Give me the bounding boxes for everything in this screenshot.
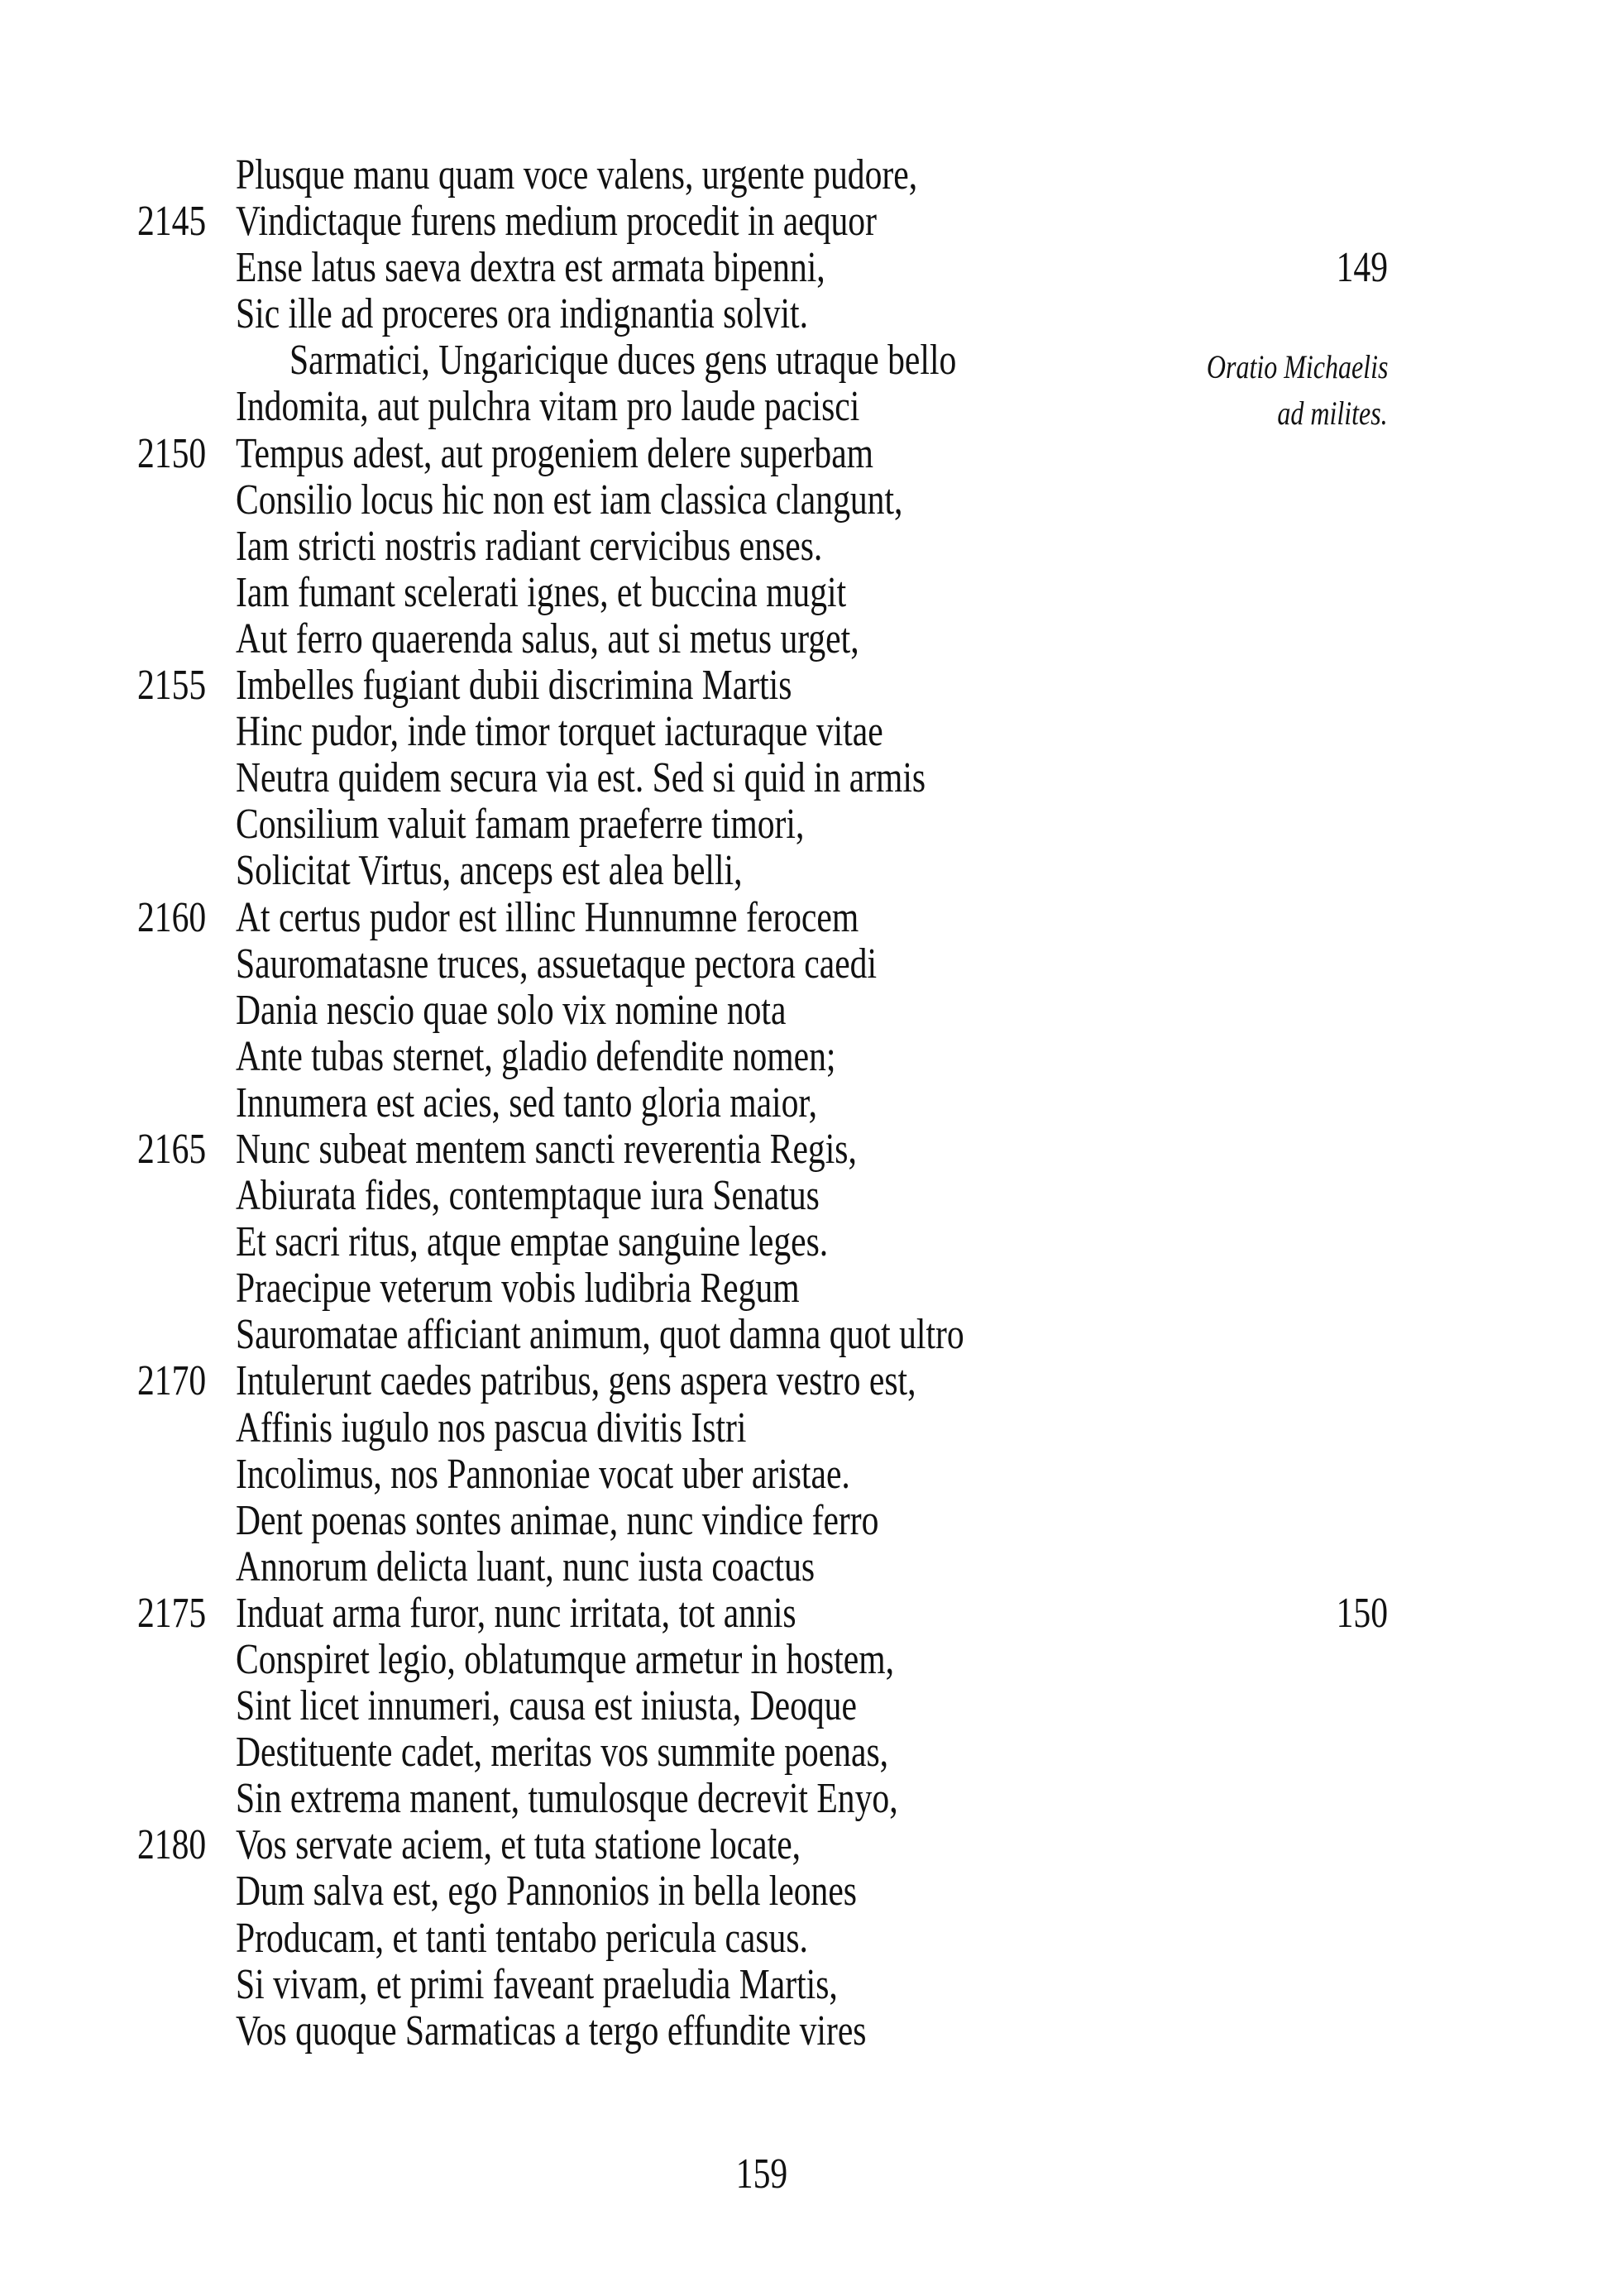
poem-line bbox=[0, 801, 1612, 848]
verse-text: Affinis iugulo nos pascua divitis Istri bbox=[236, 1404, 747, 1452]
poem-line bbox=[0, 383, 1612, 433]
poem-line bbox=[0, 1405, 1612, 1452]
poem-line bbox=[0, 1544, 1612, 1590]
poem-line bbox=[0, 1683, 1612, 1729]
verse-text: Sauromatae afficiant animum, quot damna quot ultro bbox=[236, 1311, 964, 1359]
poem-line bbox=[0, 1868, 1612, 1915]
poem-text-block bbox=[0, 152, 1612, 2054]
poem-line bbox=[0, 1776, 1612, 1822]
line-number: 2175 bbox=[137, 1589, 207, 1637]
poem-line bbox=[0, 1080, 1612, 1126]
poem-line bbox=[0, 1637, 1612, 1683]
verse-text: Indomita, aut pulchra vitam pro laude pacisci bbox=[236, 383, 860, 431]
poem-line bbox=[0, 570, 1612, 616]
verse-text: Iam stricti nostris radiant cervicibus enses. bbox=[236, 522, 823, 570]
verse-text: Vindictaque furens medium procedit in aequor bbox=[236, 198, 877, 246]
poem-line bbox=[0, 941, 1612, 988]
verse-text: Innumera est acies, sed tanto gloria maior, bbox=[236, 1079, 817, 1126]
verse-text: Vos quoque Sarmaticas a tergo effundite vires bbox=[236, 2007, 867, 2054]
line-number: 2155 bbox=[137, 662, 207, 710]
poem-line bbox=[0, 988, 1612, 1034]
poem-line bbox=[0, 895, 1612, 941]
poem-line bbox=[0, 199, 1612, 245]
verse-text: Neutra quidem secura via est. Sed si quid in armis bbox=[236, 754, 926, 802]
poem-line bbox=[0, 1729, 1612, 1776]
poem-line bbox=[0, 1358, 1612, 1404]
verse-text: Sint licet innumeri, causa est iniusta, Deoque bbox=[236, 1682, 857, 1730]
verse-text: Dania nescio quae solo vix nomine nota bbox=[236, 986, 787, 1034]
verse-text: Ense latus saeva dextra est armata bipenni, bbox=[236, 244, 825, 292]
verse-text: At certus pudor est illinc Hunnumne ferocem bbox=[236, 893, 859, 941]
page-number: 159 bbox=[735, 2150, 788, 2198]
verse-text: Imbelles fugiant dubii discrimina Martis bbox=[236, 662, 792, 710]
line-number: 2150 bbox=[137, 429, 207, 477]
verse-text: Nunc subeat mentem sancti reverentia Regis, bbox=[236, 1125, 857, 1173]
verse-text: Et sacri ritus, atque emptae sanguine leges. bbox=[236, 1218, 829, 1266]
verse-text: Tempus adest, aut progeniem delere superbam bbox=[236, 429, 874, 477]
verse-text: Intulerunt caedes patribus, gens aspera vestro est, bbox=[236, 1357, 916, 1405]
poem-line bbox=[0, 477, 1612, 524]
verse-text: Abiurata fides, contemptaque iura Senatus bbox=[236, 1172, 820, 1220]
verse-text: Dum salva est, ego Pannonios in bella leones bbox=[236, 1868, 857, 1916]
poem-line bbox=[0, 709, 1612, 755]
poem-line bbox=[0, 1962, 1612, 2008]
poem-line bbox=[0, 1034, 1612, 1080]
poem-line bbox=[0, 337, 1612, 384]
verse-text: Annorum delicta luant, nunc iusta coactus bbox=[236, 1543, 816, 1590]
margin-note: ad milites. bbox=[1277, 395, 1388, 433]
line-number: 2145 bbox=[137, 198, 207, 246]
verse-text: Sic ille ad proceres ora indignantia solvit. bbox=[236, 290, 808, 338]
poem-line bbox=[0, 431, 1612, 477]
line-number: 2165 bbox=[137, 1125, 207, 1173]
poem-line bbox=[0, 1312, 1612, 1358]
poem-line bbox=[0, 1916, 1612, 1962]
verse-text: Incolimus, nos Pannoniae vocat uber aristae. bbox=[236, 1450, 850, 1498]
poem-line bbox=[0, 755, 1612, 801]
verse-text: Sarmatici, Ungaricique duces gens utraque bello bbox=[289, 337, 957, 385]
poem-line bbox=[0, 1452, 1612, 1498]
verse-text: Induat arma furor, nunc irritata, tot annis bbox=[236, 1589, 796, 1637]
poem-line bbox=[0, 152, 1612, 199]
poem-line bbox=[0, 291, 1612, 337]
poem-line bbox=[0, 1173, 1612, 1219]
verse-text: Solicitat Virtus, anceps est alea belli, bbox=[236, 847, 743, 895]
poem-line bbox=[0, 1126, 1612, 1173]
poem-line bbox=[0, 1219, 1612, 1265]
verse-text: Si vivam, et primi faveant praeludia Martis, bbox=[236, 1960, 838, 2008]
verse-text: Plusque manu quam voce valens, urgente pudore, bbox=[236, 151, 918, 199]
poem-line bbox=[0, 245, 1612, 291]
poem-line bbox=[0, 1590, 1612, 1637]
verse-text: Sin extrema manent, tumulosque decrevit Enyo, bbox=[236, 1775, 898, 1823]
poem-line bbox=[0, 662, 1612, 709]
verse-text: Conspiret legio, oblatumque armetur in hostem, bbox=[236, 1636, 895, 1683]
verse-text: Vos servate aciem, et tuta statione locate, bbox=[236, 1821, 801, 1869]
verse-text: Aut ferro quaerenda salus, aut si metus urget, bbox=[236, 615, 859, 662]
margin-note: Oratio Michaelis bbox=[1206, 348, 1388, 386]
verse-text: Hinc pudor, inde timor torquet iacturaque vitae bbox=[236, 708, 883, 756]
poem-line bbox=[0, 1265, 1612, 1312]
line-number: 2160 bbox=[137, 893, 207, 941]
verse-text: Consilio locus hic non est iam classica clangunt, bbox=[236, 476, 903, 524]
verse-text: Dent poenas sontes animae, nunc vindice ferro bbox=[236, 1496, 879, 1544]
poem-line bbox=[0, 616, 1612, 662]
poem-line bbox=[0, 2008, 1612, 2054]
poem-line bbox=[0, 1498, 1612, 1544]
poem-line bbox=[0, 1822, 1612, 1868]
verse-text: Iam fumant scelerati ignes, et buccina mugit bbox=[236, 568, 847, 616]
verse-text: Producam, et tanti tentabo pericula casus. bbox=[236, 1914, 808, 1962]
verse-text: Praecipue veterum vobis ludibria Regum bbox=[236, 1265, 800, 1313]
verse-text: Ante tubas sternet, gladio defendite nomen; bbox=[236, 1032, 836, 1080]
line-number: 2180 bbox=[137, 1821, 207, 1869]
margin-folio-number: 150 bbox=[1336, 1589, 1388, 1637]
verse-text: Sauromatasne truces, assuetaque pectora caedi bbox=[236, 940, 878, 988]
poem-line bbox=[0, 848, 1612, 894]
verse-text: Consilium valuit famam praeferre timori, bbox=[236, 801, 805, 849]
line-number: 2170 bbox=[137, 1357, 207, 1405]
verse-text: Destituente cadet, meritas vos summite poenas, bbox=[236, 1729, 889, 1777]
poem-line bbox=[0, 524, 1612, 570]
margin-folio-number: 149 bbox=[1336, 244, 1388, 292]
